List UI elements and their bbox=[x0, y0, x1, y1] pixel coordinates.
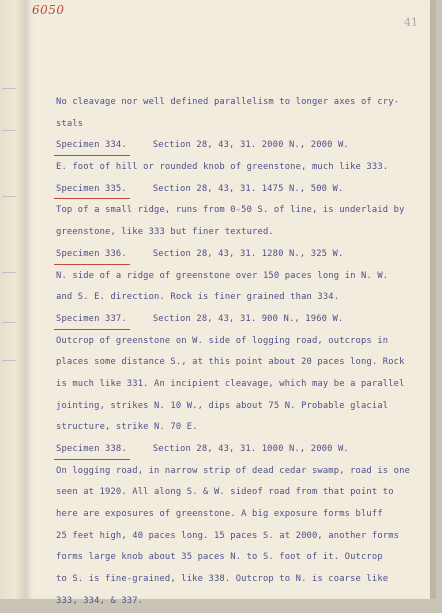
text-line bbox=[56, 114, 416, 136]
text-line bbox=[56, 569, 416, 591]
text-line bbox=[56, 331, 416, 353]
line-text: stals bbox=[56, 118, 84, 129]
line-text: 25 feet high, 40 paces long. 15 paces S. at 2000, another forms bbox=[56, 530, 400, 541]
specimen-header bbox=[56, 179, 416, 201]
line-text: N. side of a ridge of greenstone over 150 paces long in N. W. bbox=[56, 270, 389, 281]
text-line bbox=[56, 352, 416, 374]
text-line bbox=[56, 504, 416, 526]
line-text: places some distance S., at this point about 20 paces long. Rock bbox=[56, 357, 405, 368]
binder-mark bbox=[2, 322, 16, 323]
text-line bbox=[56, 92, 416, 114]
line-text: No cleavage nor well defined parallelism to longer axes of cry- bbox=[56, 97, 400, 107]
specimen-header bbox=[56, 244, 416, 266]
specimen-label: Specimen 336. bbox=[56, 244, 127, 266]
notes-body bbox=[56, 92, 416, 613]
line-text: On logging road, in narrow strip of dead cedar swamp, road is one bbox=[56, 465, 411, 476]
binder-mark bbox=[2, 130, 16, 131]
specimen-location: Section 28, 43, 31. 2000 N., 2000 W. bbox=[152, 140, 349, 151]
corner-number: 6050 bbox=[32, 3, 65, 17]
specimen-location: Section 28, 43, 31. 1475 N., 500 W. bbox=[152, 183, 344, 194]
folio-number: 41 bbox=[404, 16, 418, 29]
text-line bbox=[56, 287, 416, 309]
line-text: seen at 1920. All along S. & W. sideof road from that point to bbox=[56, 487, 394, 498]
line-text: is much like 331. An incipient cleavage, which may be a parallel bbox=[56, 378, 405, 389]
text-line bbox=[56, 157, 416, 179]
specimen-label: Specimen 338. bbox=[56, 439, 127, 461]
line-text: 333, 334, & 337. bbox=[56, 595, 144, 606]
specimen-label: Specimen 334. bbox=[56, 135, 127, 157]
line-text: Top of a small ridge, runs from 0-50 S. of line, is underlaid by bbox=[56, 205, 405, 216]
specimen-location: Section 28, 43, 31. 1000 N., 2000 W. bbox=[152, 444, 349, 454]
specimen-location: Section 28, 43, 31. 1280 N., 325 W. bbox=[152, 248, 344, 259]
page-edge bbox=[430, 0, 436, 599]
specimen-header bbox=[56, 439, 416, 461]
text-line bbox=[56, 547, 416, 569]
text-line bbox=[56, 266, 416, 288]
text-line bbox=[56, 417, 416, 439]
line-text: and S. E. direction. Rock is finer grained than 334. bbox=[56, 292, 340, 303]
binder-mark bbox=[2, 272, 16, 273]
text-line bbox=[56, 222, 416, 244]
line-text: jointing, strikes N. 10 W., dips about 75 N. Probable glacial bbox=[56, 400, 389, 411]
notebook-page bbox=[26, 0, 436, 606]
line-text: forms large knob about 35 paces N. to S. foot of it. Outcrop bbox=[56, 552, 383, 563]
line-text: structure, strike N. 70 E. bbox=[56, 422, 198, 433]
specimen-location: Section 28, 43, 31. 900 N., 1960 W. bbox=[152, 313, 344, 324]
text-line bbox=[56, 200, 416, 222]
text-line bbox=[56, 482, 416, 504]
specimen-label: Specimen 337. bbox=[56, 309, 127, 331]
binder-mark bbox=[2, 88, 16, 89]
binder-margin bbox=[0, 0, 27, 599]
specimen-header bbox=[56, 309, 416, 331]
line-text: to S. is fine-grained, like 338. Outcrop to N. is coarse like bbox=[56, 574, 389, 585]
text-line bbox=[56, 526, 416, 548]
specimen-header bbox=[56, 135, 416, 157]
text-line bbox=[56, 591, 416, 613]
specimen-label: Specimen 335. bbox=[56, 179, 127, 201]
line-text: E. foot of hill or rounded knob of greenstone, much like 333. bbox=[56, 162, 389, 173]
text-line bbox=[56, 396, 416, 418]
line-text: here are exposures of greenstone. A big exposure forms bluff bbox=[56, 509, 383, 520]
line-text: Outcrop of greenstone on W. side of logging road, outcrops in bbox=[56, 335, 389, 346]
line-text: greenstone, like 333 but finer textured. bbox=[56, 227, 274, 238]
binder-mark bbox=[2, 196, 16, 197]
text-line bbox=[56, 461, 416, 483]
text-line bbox=[56, 374, 416, 396]
binder-mark bbox=[2, 360, 16, 361]
